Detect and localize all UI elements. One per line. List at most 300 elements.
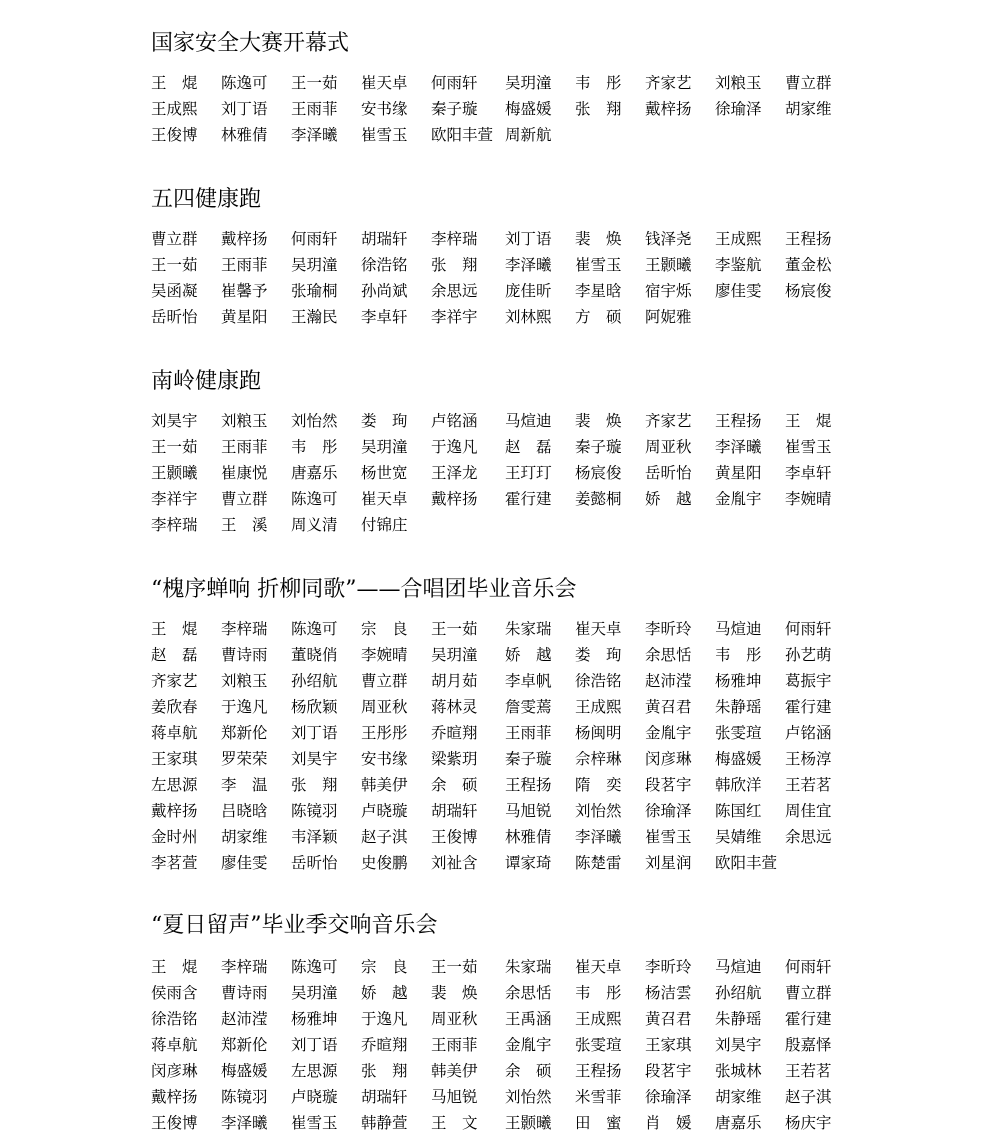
participant-name: 左思源 (291, 1062, 338, 1080)
participant-name: 崔雪玉 (361, 126, 408, 144)
participant-name: 王一茹 (431, 958, 478, 976)
participant-name: 王 焜 (151, 958, 198, 976)
participant-name: 王 溪 (221, 516, 268, 534)
participant-name: 宿宇烁 (645, 282, 692, 300)
participant-name: 韦 彤 (291, 438, 338, 456)
participant-name: 谭家琦 (505, 854, 552, 872)
name-row (151, 1006, 871, 1032)
participant-name: 戴梓扬 (151, 802, 198, 820)
participant-name: 韩美伊 (431, 1062, 478, 1080)
participant-name: 罗荣荣 (221, 750, 268, 768)
participant-name: 马煊迪 (715, 620, 762, 638)
participant-name: 张雯瑄 (715, 724, 762, 742)
participant-name: 崔天卓 (361, 490, 408, 508)
participant-name: 王家琪 (645, 1036, 692, 1054)
participant-name: 李星晗 (575, 282, 622, 300)
name-row (151, 122, 871, 148)
participant-name: 韩静萱 (361, 1114, 408, 1132)
name-row (151, 694, 871, 720)
participant-name: 段茗宇 (645, 776, 692, 794)
participant-name: 霍行建 (505, 490, 552, 508)
participant-name: 孙绍航 (291, 672, 338, 690)
participant-name: 李卓轩 (361, 308, 408, 326)
participant-name: 胡家维 (785, 100, 832, 118)
participant-name: 胡家维 (221, 828, 268, 846)
participant-name: 张瑜桐 (291, 282, 338, 300)
participant-name: 朱家瑞 (505, 958, 552, 976)
participant-name: 娇 越 (645, 490, 692, 508)
participant-name: 方 硕 (575, 308, 622, 326)
participant-name: 王成熙 (575, 1010, 622, 1028)
participant-name: 侯雨含 (151, 984, 198, 1002)
participant-name: 卢晓璇 (361, 802, 408, 820)
participant-name: 杨闽明 (575, 724, 622, 742)
participant-name: 刘粮玉 (221, 412, 268, 430)
participant-name: 王 文 (431, 1114, 478, 1132)
participant-name: 王彤彤 (361, 724, 408, 742)
participant-name: 秦子璇 (431, 100, 478, 118)
participant-name: 吴玥潼 (431, 646, 478, 664)
participant-name: 徐瑜泽 (645, 1088, 692, 1106)
participant-name: 卢铭涵 (431, 412, 478, 430)
participant-name: 陈镜羽 (221, 1088, 268, 1106)
participant-name: 余思恬 (645, 646, 692, 664)
participant-name: 刘怡然 (505, 1088, 552, 1106)
participant-name: 黄召君 (645, 1010, 692, 1028)
participant-name: 于逸凡 (361, 1010, 408, 1028)
participant-name: 霍行建 (785, 1010, 832, 1028)
participant-name: 岳昕怡 (645, 464, 692, 482)
participant-name: 刘昊宇 (291, 750, 338, 768)
participant-name: 李梓瑞 (431, 230, 478, 248)
participant-name: 徐瑜泽 (715, 100, 762, 118)
participant-name: 郑新伦 (221, 1036, 268, 1054)
participant-name: 王一茹 (151, 438, 198, 456)
participant-name: 安书缘 (361, 100, 408, 118)
name-row (151, 824, 871, 850)
participant-name: 林雅倩 (505, 828, 552, 846)
participant-name: 姜懿桐 (575, 490, 622, 508)
participant-name: 赵沛滢 (221, 1010, 268, 1028)
participant-name: 王俊博 (151, 1114, 198, 1132)
participant-name: 李祥宇 (151, 490, 198, 508)
participant-name: 胡瑞轩 (361, 1088, 408, 1106)
participant-name: 段茗宇 (645, 1062, 692, 1080)
participant-name: 张 翔 (575, 100, 622, 118)
participant-name: 蒋林灵 (431, 698, 478, 716)
participant-name: 张城林 (715, 1062, 762, 1080)
participant-name: 李婉晴 (785, 490, 832, 508)
participant-name: 欧阳丰萱 (715, 854, 778, 872)
participant-name: 梅盛媛 (221, 1062, 268, 1080)
participant-name: 胡瑞轩 (361, 230, 408, 248)
participant-name: 娇 越 (361, 984, 408, 1002)
participant-name: 秦子璇 (575, 438, 622, 456)
participant-name: 黄星阳 (221, 308, 268, 326)
name-row (151, 278, 871, 304)
participant-name: 王雨菲 (221, 438, 268, 456)
participant-name: 郑新伦 (221, 724, 268, 742)
name-row (151, 408, 871, 434)
participant-name: 詹雯蔫 (505, 698, 552, 716)
participant-name: 董金松 (785, 256, 832, 274)
participant-name: 韦泽颖 (291, 828, 338, 846)
participant-name: 何雨轩 (291, 230, 338, 248)
participant-name: 马旭锐 (431, 1088, 478, 1106)
participant-name: 宗 良 (361, 620, 408, 638)
participant-name: 廖佳雯 (715, 282, 762, 300)
name-row (151, 720, 871, 746)
participant-name: 王杨淳 (785, 750, 832, 768)
participant-name: 崔天卓 (575, 620, 622, 638)
participant-name: 董晓俏 (291, 646, 338, 664)
participant-name: 崔天卓 (361, 74, 408, 92)
name-row (151, 460, 871, 486)
participant-name: 吴玥潼 (361, 438, 408, 456)
participant-name: 于逸凡 (221, 698, 268, 716)
participant-name: 王成熙 (151, 100, 198, 118)
participant-name: 王若茗 (785, 1062, 832, 1080)
participant-name: 张 翔 (291, 776, 338, 794)
participant-name: 赵沛滢 (645, 672, 692, 690)
participant-name: 周佳宜 (785, 802, 832, 820)
participant-name: 马旭锐 (505, 802, 552, 820)
participant-name: 林雅倩 (221, 126, 268, 144)
participant-name: 李泽曦 (221, 1114, 268, 1132)
participant-name: 裴 焕 (575, 412, 622, 430)
participant-name: 吴函凝 (151, 282, 198, 300)
participant-name: 戴梓扬 (431, 490, 478, 508)
participant-name: 王成熙 (575, 698, 622, 716)
participant-name: 王雨菲 (291, 100, 338, 118)
participant-name: 杨世宽 (361, 464, 408, 482)
participant-name: 王成熙 (715, 230, 762, 248)
participant-name: 赵 磊 (151, 646, 198, 664)
participant-name: 王俊博 (431, 828, 478, 846)
participant-name: 金胤宇 (715, 490, 762, 508)
participant-name: 胡瑞轩 (431, 802, 478, 820)
section-title: “槐序蝉响 折柳同歌”——合唱团毕业音乐会 (151, 577, 577, 602)
participant-name: 徐浩铭 (575, 672, 622, 690)
participant-name: 戴梓扬 (221, 230, 268, 248)
participant-name: 赵子淇 (785, 1088, 832, 1106)
participant-name: 欧阳丰萱 (431, 126, 494, 144)
participant-name: 陈国红 (715, 802, 762, 820)
participant-name: 付锦庄 (361, 516, 408, 534)
participant-name: 杨庆宇 (785, 1114, 832, 1132)
participant-name: 赵 磊 (505, 438, 552, 456)
participant-name: 王一茹 (291, 74, 338, 92)
section-title: “夏日留声”毕业季交响音乐会 (151, 913, 438, 938)
participant-name: 戴梓扬 (151, 1088, 198, 1106)
participant-name: 崔天卓 (575, 958, 622, 976)
participant-name: 李 温 (221, 776, 268, 794)
participant-name: 何雨轩 (431, 74, 478, 92)
participant-name: 韩欣洋 (715, 776, 762, 794)
participant-name: 朱家瑞 (505, 620, 552, 638)
section-title: 五四健康跑 (151, 187, 262, 212)
participant-name: 朱静瑶 (715, 1010, 762, 1028)
participant-name: 余思远 (431, 282, 478, 300)
participant-name: 陈逸可 (291, 958, 338, 976)
participant-name: 杨雅坤 (291, 1010, 338, 1028)
participant-name: 杨宸俊 (785, 282, 832, 300)
name-row (151, 1110, 871, 1136)
participant-name: 王程扬 (785, 230, 832, 248)
participant-name: 曹立群 (221, 490, 268, 508)
participant-name: 朱静瑶 (715, 698, 762, 716)
participant-name: 左思源 (151, 776, 198, 794)
participant-name: 李卓帆 (505, 672, 552, 690)
participant-name: 庞佳昕 (505, 282, 552, 300)
participant-name: 娇 越 (505, 646, 552, 664)
participant-name: 史俊鹏 (361, 854, 408, 872)
participant-name: 王俊博 (151, 126, 198, 144)
participant-name: 曹立群 (785, 74, 832, 92)
participant-name: 韦 彤 (575, 74, 622, 92)
participant-name: 王颢曦 (645, 256, 692, 274)
name-list (151, 954, 871, 1136)
participant-name: 葛振宇 (785, 672, 832, 690)
participant-name: 韩美伊 (361, 776, 408, 794)
participant-name: 刘祉含 (431, 854, 478, 872)
participant-name: 李泽曦 (575, 828, 622, 846)
participant-name: 黄星阳 (715, 464, 762, 482)
participant-name: 张 翔 (431, 256, 478, 274)
participant-name: 黄召君 (645, 698, 692, 716)
participant-name: 吴玥潼 (291, 256, 338, 274)
participant-name: 王一茹 (431, 620, 478, 638)
participant-name: 王雨菲 (221, 256, 268, 274)
participant-name: 霍行建 (785, 698, 832, 716)
participant-name: 杨洁雲 (645, 984, 692, 1002)
participant-name: 余 硕 (505, 1062, 552, 1080)
participant-name: 宗 良 (361, 958, 408, 976)
participant-name: 杨雅坤 (715, 672, 762, 690)
participant-name: 周亚秋 (431, 1010, 478, 1028)
participant-name: 刘昊宇 (715, 1036, 762, 1054)
name-row (151, 512, 871, 538)
participant-name: 胡月茹 (431, 672, 478, 690)
participant-name: 李梓瑞 (151, 516, 198, 534)
participant-name: 王家琪 (151, 750, 198, 768)
participant-name: 金时州 (151, 828, 198, 846)
participant-name: 张雯瑄 (575, 1036, 622, 1054)
name-row (151, 96, 871, 122)
participant-name: 钱泽尧 (645, 230, 692, 248)
participant-name: 阿妮雅 (645, 308, 692, 326)
name-row (151, 616, 871, 642)
name-row (151, 668, 871, 694)
participant-name: 戴梓扬 (645, 100, 692, 118)
participant-name: 李婉晴 (361, 646, 408, 664)
participant-name: 岳昕怡 (291, 854, 338, 872)
participant-name: 秦子璇 (505, 750, 552, 768)
participant-name: 刘怡然 (575, 802, 622, 820)
participant-name: 曹诗雨 (221, 984, 268, 1002)
participant-name: 王玎玎 (505, 464, 552, 482)
participant-name: 崔康悦 (221, 464, 268, 482)
participant-name: 梅盛媛 (505, 100, 552, 118)
participant-name: 李泽曦 (505, 256, 552, 274)
participant-name: 王若茗 (785, 776, 832, 794)
participant-name: 刘丁语 (291, 724, 338, 742)
participant-name: 马煊迪 (505, 412, 552, 430)
name-row (151, 746, 871, 772)
participant-name: 张 翔 (361, 1062, 408, 1080)
participant-name: 娄 珣 (361, 412, 408, 430)
participant-name: 田 蜜 (575, 1114, 622, 1132)
name-row (151, 304, 871, 330)
participant-name: 王禹涵 (505, 1010, 552, 1028)
participant-name: 王一茹 (151, 256, 198, 274)
participant-name: 李卓轩 (785, 464, 832, 482)
participant-name: 梅盛媛 (715, 750, 762, 768)
participant-name: 赵子淇 (361, 828, 408, 846)
participant-name: 陈逸可 (291, 620, 338, 638)
participant-name: 刘星润 (645, 854, 692, 872)
name-row (151, 850, 871, 876)
participant-name: 王颢曦 (505, 1114, 552, 1132)
participant-name: 孙尚斌 (361, 282, 408, 300)
participant-name: 崔雪玉 (575, 256, 622, 274)
participant-name: 刘昊宇 (151, 412, 198, 430)
participant-name: 吴玥潼 (291, 984, 338, 1002)
participant-name: 孙艺萌 (785, 646, 832, 664)
participant-name: 闵彦琳 (645, 750, 692, 768)
name-row (151, 1084, 871, 1110)
name-row (151, 772, 871, 798)
name-list (151, 408, 871, 538)
participant-name: 王颢曦 (151, 464, 198, 482)
participant-name: 唐嘉乐 (715, 1114, 762, 1132)
participant-name: 崔雪玉 (645, 828, 692, 846)
participant-name: 闵彦琳 (151, 1062, 198, 1080)
participant-name: 徐浩铭 (361, 256, 408, 274)
participant-name: 廖佳雯 (221, 854, 268, 872)
participant-name: 齐家艺 (645, 74, 692, 92)
participant-name: 隋 奕 (575, 776, 622, 794)
participant-name: 蒋卓航 (151, 724, 198, 742)
name-row (151, 798, 871, 824)
participant-name: 唐嘉乐 (291, 464, 338, 482)
section-title: 南岭健康跑 (151, 369, 262, 394)
participant-name: 王程扬 (505, 776, 552, 794)
participant-name: 陈逸可 (291, 490, 338, 508)
participant-name: 殷嘉怿 (785, 1036, 832, 1054)
participant-name: 周义清 (291, 516, 338, 534)
participant-name: 梁紫玥 (431, 750, 478, 768)
participant-name: 余思恬 (505, 984, 552, 1002)
participant-name: 李祥宇 (431, 308, 478, 326)
participant-name: 刘粮玉 (715, 74, 762, 92)
participant-name: 王程扬 (715, 412, 762, 430)
participant-name: 王 焜 (151, 620, 198, 638)
participant-name: 李昕玲 (645, 620, 692, 638)
name-row (151, 252, 871, 278)
participant-name: 刘丁语 (505, 230, 552, 248)
participant-name: 陈逸可 (221, 74, 268, 92)
name-row (151, 226, 871, 252)
participant-name: 王泽龙 (431, 464, 478, 482)
participant-name: 孙绍航 (715, 984, 762, 1002)
participant-name: 齐家艺 (151, 672, 198, 690)
participant-name: 乔暄翔 (361, 1036, 408, 1054)
participant-name: 佘梓琳 (575, 750, 622, 768)
participant-name: 吴玥潼 (505, 74, 552, 92)
name-row (151, 954, 871, 980)
participant-name: 裴 焕 (575, 230, 622, 248)
participant-name: 余思远 (785, 828, 832, 846)
name-list (151, 616, 871, 876)
name-row (151, 1032, 871, 1058)
participant-name: 周新航 (505, 126, 552, 144)
participant-name: 金胤宇 (645, 724, 692, 742)
participant-name: 余 硕 (431, 776, 478, 794)
participant-name: 王程扬 (575, 1062, 622, 1080)
participant-name: 乔暄翔 (431, 724, 478, 742)
participant-name: 裴 焕 (431, 984, 478, 1002)
participant-name: 吴婧维 (715, 828, 762, 846)
participant-name: 韦 彤 (575, 984, 622, 1002)
name-row (151, 70, 871, 96)
participant-name: 何雨轩 (785, 620, 832, 638)
participant-name: 刘林熙 (505, 308, 552, 326)
section-title: 国家安全大赛开幕式 (151, 31, 350, 56)
participant-name: 王 焜 (785, 412, 832, 430)
participant-name: 曹立群 (151, 230, 198, 248)
participant-name: 吕晓晗 (221, 802, 268, 820)
name-list (151, 226, 871, 330)
participant-name: 刘丁语 (291, 1036, 338, 1054)
participant-name: 周亚秋 (645, 438, 692, 456)
participant-name: 陈楚雷 (575, 854, 622, 872)
participant-name: 刘粮玉 (221, 672, 268, 690)
participant-name: 刘怡然 (291, 412, 338, 430)
participant-name: 王雨菲 (505, 724, 552, 742)
participant-name: 李茗萱 (151, 854, 198, 872)
name-row (151, 980, 871, 1006)
participant-name: 曹立群 (361, 672, 408, 690)
participant-name: 卢晓璇 (291, 1088, 338, 1106)
participant-name: 王雨菲 (431, 1036, 478, 1054)
participant-name: 李泽曦 (291, 126, 338, 144)
participant-name: 齐家艺 (645, 412, 692, 430)
participant-name: 曹立群 (785, 984, 832, 1002)
participant-name: 姜欣春 (151, 698, 198, 716)
participant-name: 岳昕怡 (151, 308, 198, 326)
participant-name: 徐浩铭 (151, 1010, 198, 1028)
name-row (151, 486, 871, 512)
participant-name: 李梓瑞 (221, 620, 268, 638)
participant-name: 杨欣颖 (291, 698, 338, 716)
participant-name: 徐瑜泽 (645, 802, 692, 820)
participant-name: 安书缘 (361, 750, 408, 768)
participant-name: 娄 珣 (575, 646, 622, 664)
participant-name: 王瀚民 (291, 308, 338, 326)
participant-name: 李昕玲 (645, 958, 692, 976)
participant-name: 王 焜 (151, 74, 198, 92)
participant-name: 李鉴航 (715, 256, 762, 274)
name-row (151, 434, 871, 460)
name-row (151, 642, 871, 668)
participant-name: 卢铭涵 (785, 724, 832, 742)
participant-name: 韦 彤 (715, 646, 762, 664)
participant-name: 马煊迪 (715, 958, 762, 976)
participant-name: 于逸凡 (431, 438, 478, 456)
participant-name: 崔雪玉 (291, 1114, 338, 1132)
name-row (151, 1058, 871, 1084)
